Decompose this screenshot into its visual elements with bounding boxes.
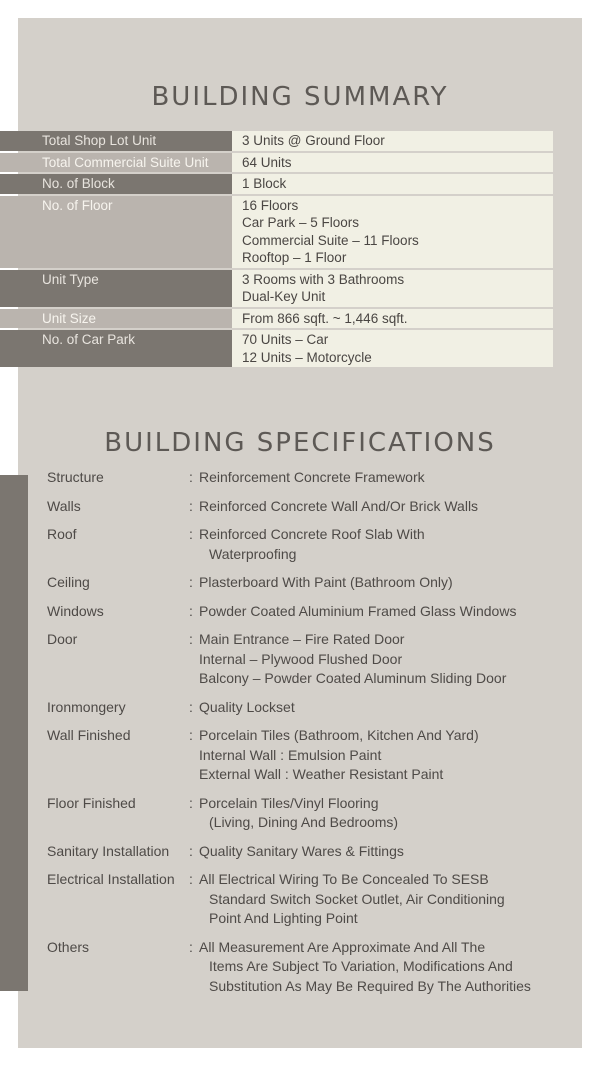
spec-row	[47, 726, 577, 785]
summary-value	[232, 174, 553, 194]
summary-value	[232, 330, 553, 367]
summary-value-line: 3 Units @ Ground Floor	[242, 133, 385, 148]
spec-value-line: Reinforced Concrete Roof Slab With	[199, 526, 425, 542]
spec-row	[47, 525, 577, 564]
spec-label: Wall Finished	[47, 727, 131, 743]
spec-value-line: Porcelain Tiles/Vinyl Flooring	[199, 794, 379, 811]
summary-value	[232, 196, 553, 268]
spec-value	[199, 938, 577, 997]
decorative-side-strip	[0, 475, 28, 991]
spec-value	[199, 870, 577, 929]
spec-value-line: Quality Sanitary Wares & Fittings	[199, 842, 404, 859]
spec-value-line: Internal Wall : Emulsion Paint	[199, 746, 382, 763]
summary-value	[232, 270, 553, 307]
summary-label: No. of Block	[0, 174, 232, 194]
spec-row	[47, 630, 577, 689]
summary-value-line: Dual-Key Unit	[242, 289, 326, 304]
spec-value-line: Standard Switch Socket Outlet, Air Conditioning	[209, 890, 505, 907]
summary-value-line: Rooftop – 1 Floor	[242, 250, 347, 265]
spec-colon: :	[189, 526, 193, 542]
spec-value-line: All Electrical Wiring To Be Concealed To SESB	[199, 871, 489, 887]
summary-label: Total Shop Lot Unit	[0, 131, 232, 151]
summary-value-line: 1 Block	[242, 176, 287, 191]
spec-colon: :	[189, 631, 193, 647]
spec-label: Walls	[47, 497, 81, 514]
spec-label: Others	[47, 938, 90, 955]
summary-label: Unit Size	[0, 309, 232, 329]
spec-colon: :	[189, 574, 193, 590]
spec-colon: :	[189, 794, 193, 811]
spec-value-line: Main Entrance – Fire Rated Door	[199, 631, 405, 647]
spec-value-line: Reinforced Concrete Wall And/Or Brick Walls	[199, 497, 479, 514]
spec-value-line: Substitution As May Be Required By The Authorities	[209, 977, 531, 994]
spec-value	[199, 630, 577, 689]
spec-colon: :	[189, 602, 193, 619]
spec-label: Ironmongery	[47, 698, 126, 715]
summary-row	[0, 153, 553, 173]
spec-value-line: Plasterboard With Paint (Bathroom Only)	[199, 574, 453, 590]
summary-row	[0, 309, 553, 329]
summary-value	[232, 309, 553, 329]
summary-value	[232, 131, 553, 151]
summary-value-line: Car Park – 5 Floors	[242, 215, 360, 230]
summary-value	[232, 153, 553, 173]
summary-label: Unit Type	[0, 270, 232, 307]
summary-value-line: 12 Units – Motorcycle	[242, 349, 372, 365]
building-specifications-list	[47, 468, 577, 1005]
spec-row	[47, 870, 577, 929]
spec-row	[47, 497, 577, 517]
spec-row	[47, 698, 577, 718]
summary-value-line: From 866 sqft. ~ 1,446 sqft.	[242, 310, 408, 326]
spec-colon: :	[189, 871, 193, 887]
spec-value	[199, 573, 577, 593]
summary-row	[0, 270, 553, 307]
summary-value-line: 64 Units	[242, 154, 292, 170]
spec-label: Floor Finished	[47, 794, 136, 811]
spec-value-line: Quality Lockset	[199, 698, 295, 715]
building-specifications-title: BUILDING SPECIFICATIONS	[104, 428, 496, 458]
summary-label: No. of Car Park	[0, 330, 232, 367]
spec-value-line: External Wall : Weather Resistant Paint	[199, 766, 444, 782]
summary-row	[0, 196, 553, 268]
summary-row	[0, 131, 553, 151]
spec-row	[47, 468, 577, 488]
spec-label: Windows	[47, 602, 104, 619]
spec-label: Electrical Installation	[47, 871, 175, 887]
building-summary-title: BUILDING SUMMARY	[151, 82, 449, 112]
summary-value-line: 3 Rooms with 3 Bathrooms	[242, 271, 405, 287]
spec-value	[199, 602, 577, 622]
summary-label: Total Commercial Suite Unit	[0, 153, 232, 173]
spec-value	[199, 794, 577, 833]
spec-colon: :	[189, 698, 193, 715]
spec-colon: :	[189, 727, 193, 743]
spec-value-line: (Living, Dining And Bedrooms)	[209, 814, 399, 830]
spec-value	[199, 842, 577, 862]
spec-row	[47, 602, 577, 622]
spec-label: Structure	[47, 469, 104, 485]
spec-label: Ceiling	[47, 574, 90, 590]
spec-value-line: Porcelain Tiles (Bathroom, Kitchen And Yard)	[199, 727, 479, 743]
summary-value-line: 16 Floors	[242, 197, 299, 213]
spec-label: Roof	[47, 526, 77, 542]
spec-colon: :	[189, 497, 193, 514]
summary-row	[0, 330, 553, 367]
spec-value	[199, 468, 577, 488]
spec-row	[47, 573, 577, 593]
spec-value	[199, 698, 577, 718]
spec-value-line: Waterproofing	[209, 545, 297, 562]
spec-label: Door	[47, 631, 78, 647]
spec-row	[47, 938, 577, 997]
spec-value-line: Reinforcement Concrete Framework	[199, 469, 425, 485]
summary-value-line: Commercial Suite – 11 Floors	[242, 232, 419, 248]
spec-value-line: Internal – Plywood Flushed Door	[199, 650, 403, 667]
spec-value	[199, 497, 577, 517]
summary-row	[0, 174, 553, 194]
spec-value	[199, 726, 577, 785]
spec-value	[199, 525, 577, 564]
spec-row	[47, 842, 577, 862]
spec-colon: :	[189, 938, 193, 955]
spec-value-line: Balcony – Powder Coated Aluminum Sliding Door	[199, 670, 507, 686]
spec-colon: :	[189, 842, 193, 859]
building-summary-table	[0, 131, 553, 369]
spec-value-line: All Measurement Are Approximate And All The	[199, 938, 486, 955]
spec-value-line: Powder Coated Aluminium Framed Glass Windows	[199, 602, 517, 619]
spec-label: Sanitary Installation	[47, 842, 170, 859]
spec-value-line: Point And Lighting Point	[209, 910, 358, 926]
spec-row	[47, 794, 577, 833]
summary-label: No. of Floor	[0, 196, 232, 268]
spec-colon: :	[189, 469, 193, 485]
summary-value-line: 70 Units – Car	[242, 332, 329, 347]
spec-value-line: Items Are Subject To Variation, Modifications And	[209, 958, 513, 974]
